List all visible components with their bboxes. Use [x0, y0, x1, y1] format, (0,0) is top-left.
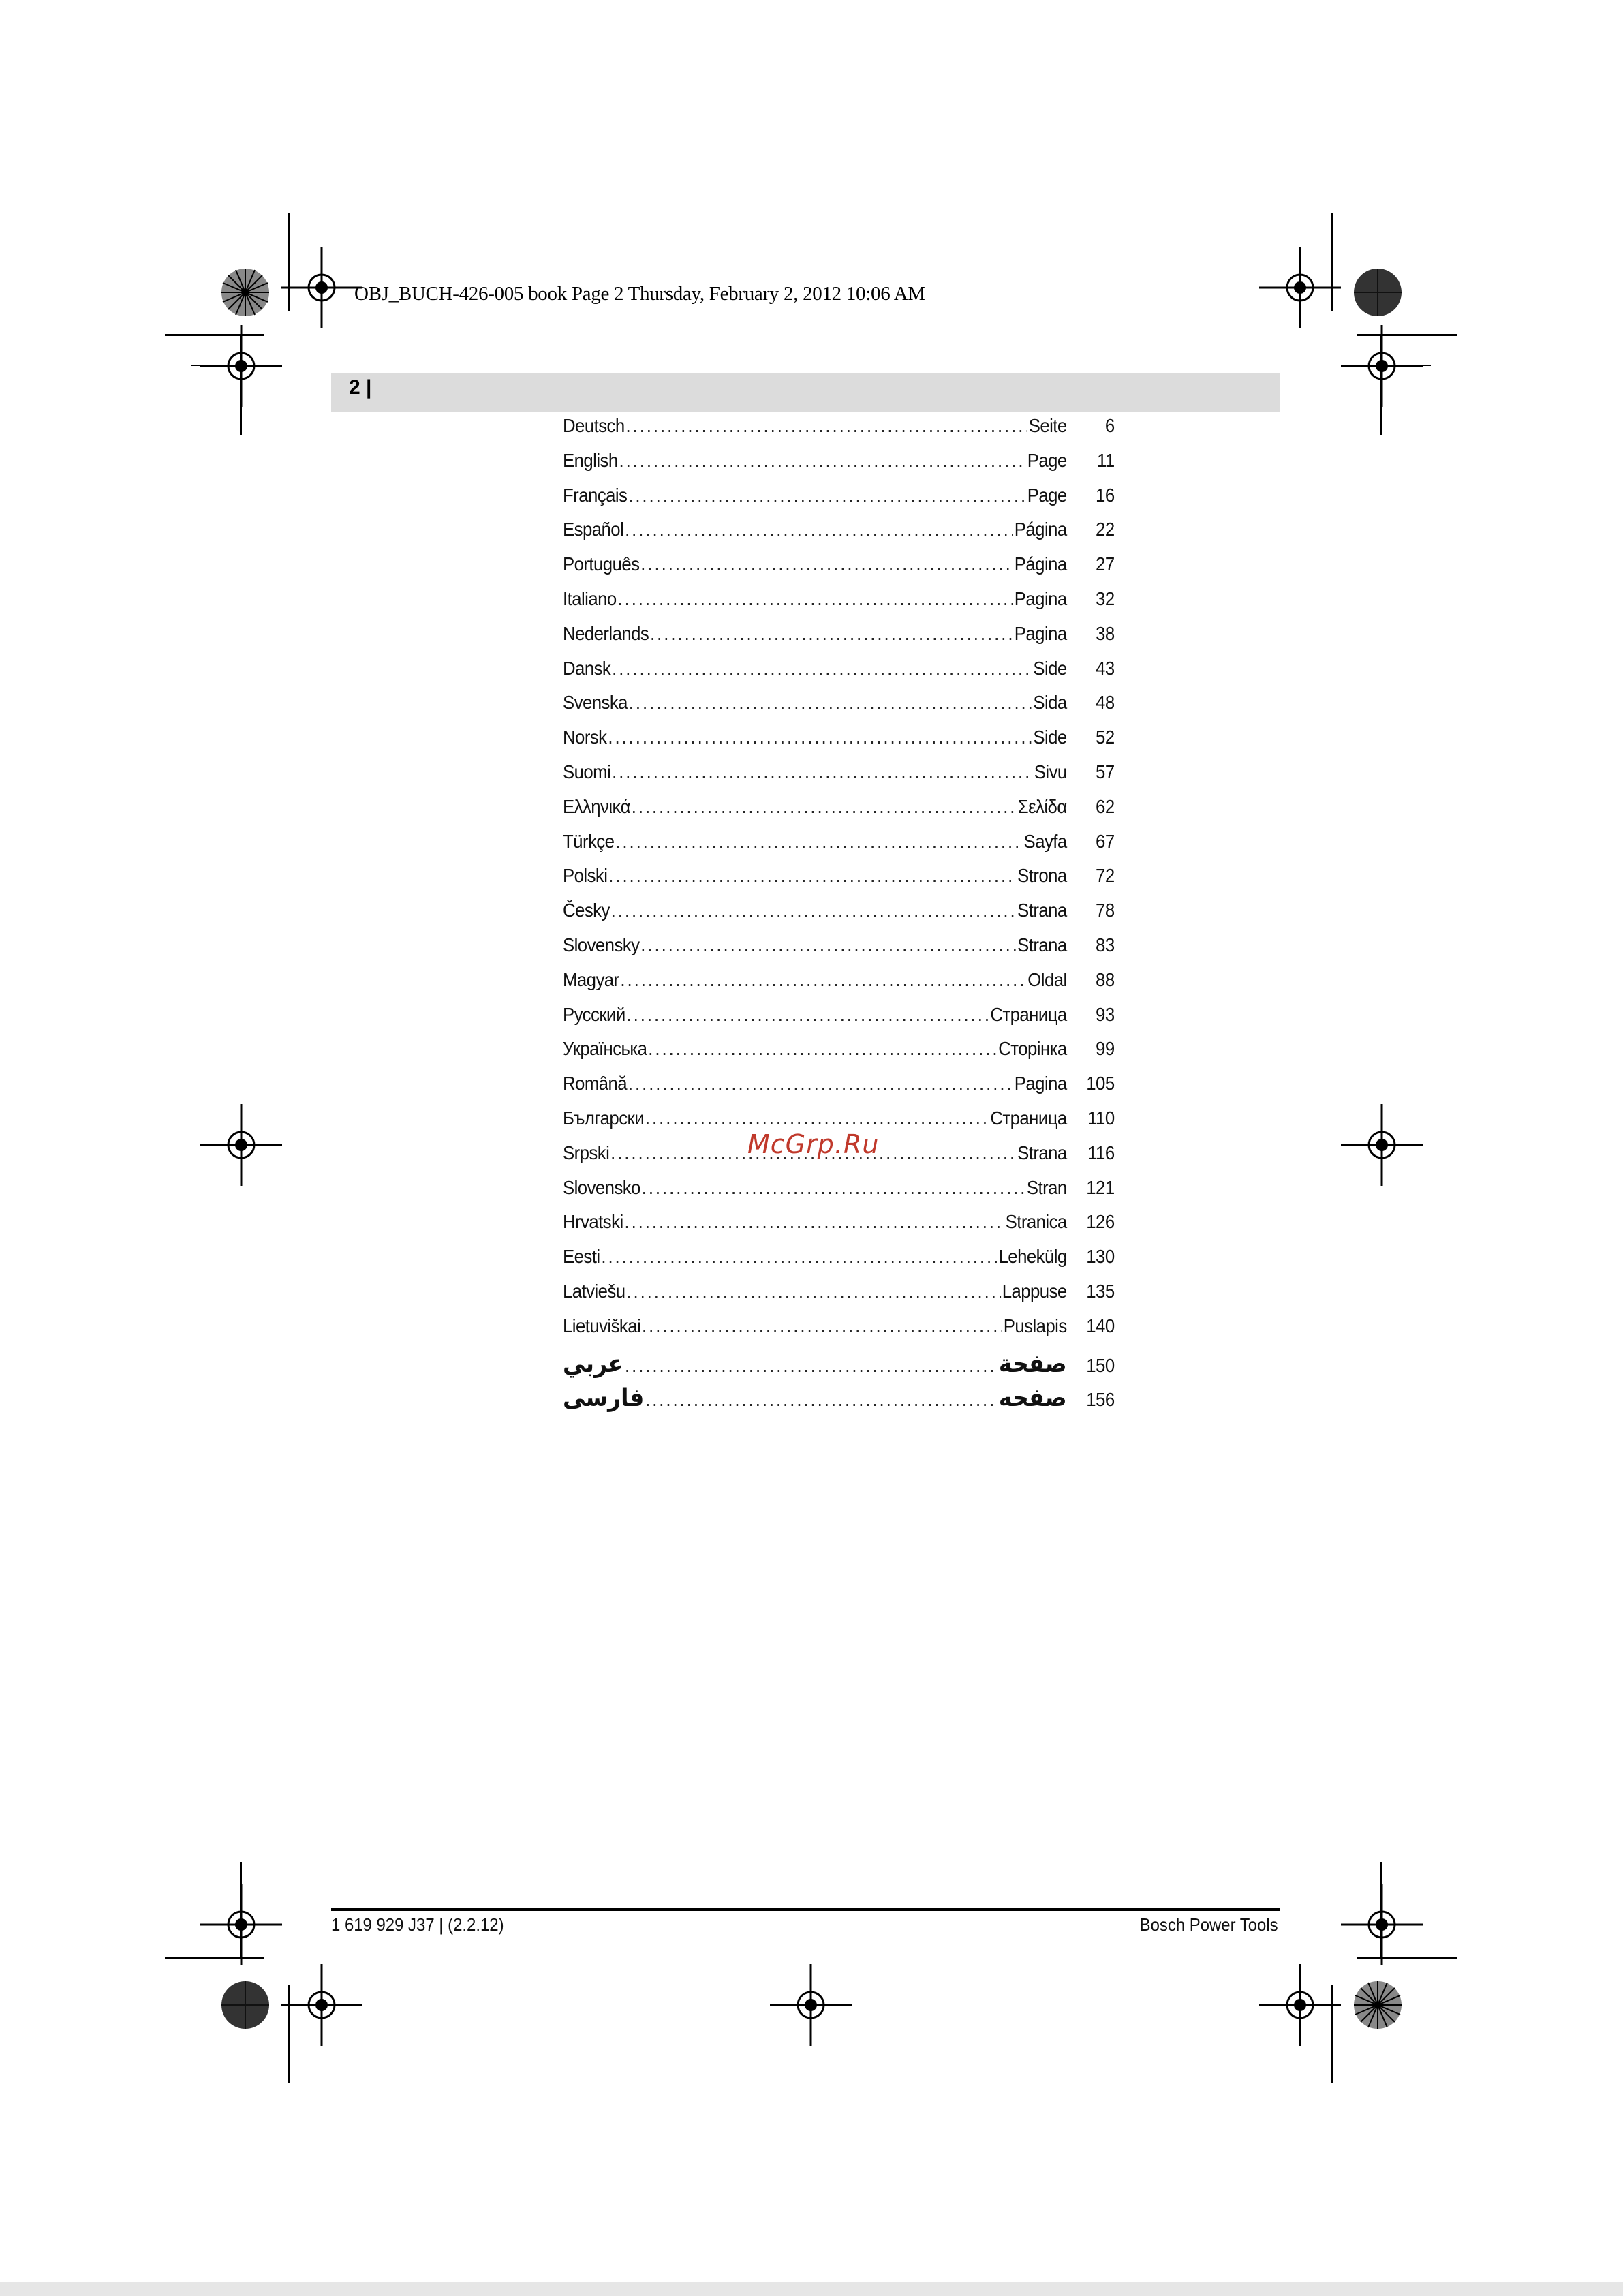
toc-page-word: Side — [1033, 726, 1067, 748]
toc-page-word: Lappuse — [1002, 1280, 1067, 1302]
toc-entry — [563, 1004, 1115, 1039]
toc-language: Srpski — [563, 1142, 610, 1163]
toc-entry — [563, 831, 1115, 866]
toc-language: Lietuviškai — [563, 1315, 641, 1336]
registration-mark-icon — [200, 325, 282, 407]
toc-leader-dots — [625, 1355, 998, 1377]
registration-mark-icon — [200, 1884, 282, 1965]
toc-language: Latviešu — [563, 1280, 625, 1302]
toc-page-word: Oldal — [1027, 968, 1067, 990]
toc-entry — [563, 623, 1115, 658]
table-of-contents — [563, 415, 1115, 1419]
toc-entry — [563, 1246, 1115, 1281]
toc-entry — [563, 692, 1115, 726]
registration-mark-icon — [770, 1964, 852, 2046]
toc-page-number: 83 — [1096, 934, 1115, 955]
toc-language: فارسی — [563, 1384, 645, 1413]
toc-language: Svenska — [563, 692, 628, 714]
toc-entry — [563, 658, 1115, 692]
toc-page-word: Stranica — [1005, 1211, 1067, 1233]
toc-leader-dots — [650, 623, 1013, 645]
registration-mark-icon — [200, 1104, 282, 1186]
toc-page-word: Pagina — [1014, 622, 1067, 644]
toc-language: Español — [563, 519, 624, 540]
toc-language: Česky — [563, 900, 610, 921]
toc-page-word: Sivu — [1034, 761, 1067, 782]
toc-page-word: Strana — [1017, 934, 1067, 955]
toc-entry — [563, 1211, 1115, 1246]
toc-leader-dots — [632, 796, 1017, 818]
toc-entry — [563, 1315, 1115, 1350]
toc-leader-dots — [612, 658, 1032, 679]
toc-page-number: 105 — [1086, 1073, 1115, 1095]
toc-leader-dots — [601, 1246, 997, 1268]
toc-page-word: Side — [1033, 657, 1067, 679]
toc-leader-dots — [619, 450, 1025, 472]
toc-language: Polski — [563, 865, 608, 887]
toc-page-number: 43 — [1096, 657, 1115, 679]
toc-leader-dots — [645, 1389, 998, 1411]
toc-entry — [563, 519, 1115, 553]
toc-page-word: Seite — [1028, 415, 1067, 436]
toc-leader-dots — [615, 831, 1022, 853]
toc-entry — [563, 934, 1115, 969]
toc-page-number: 88 — [1096, 968, 1115, 990]
toc-leader-dots — [645, 1107, 989, 1129]
toc-leader-dots — [640, 553, 1013, 575]
toc-page-number: 135 — [1086, 1280, 1115, 1302]
toc-language: Türkçe — [563, 830, 615, 852]
toc-language: Hrvatski — [563, 1211, 623, 1233]
footer-brand: Bosch Power Tools — [1140, 1914, 1278, 1935]
toc-page-word: صفحة — [998, 1349, 1067, 1378]
toc-page-number: 140 — [1086, 1315, 1115, 1336]
toc-page-number: 116 — [1087, 1142, 1115, 1163]
toc-leader-dots — [628, 1073, 1013, 1095]
toc-page-word: Страница — [990, 1003, 1067, 1025]
toc-entry — [563, 1281, 1115, 1315]
toc-language: English — [563, 449, 618, 471]
toc-page-number: 62 — [1096, 795, 1115, 817]
toc-leader-dots — [625, 415, 1027, 437]
toc-page-number: 93 — [1096, 1003, 1115, 1025]
toc-entry — [563, 796, 1115, 831]
toc-page-word: Страница — [990, 1107, 1067, 1129]
toc-page-number: 150 — [1086, 1354, 1115, 1376]
toc-page-word: Strana — [1017, 1142, 1067, 1163]
toc-page-word: Strona — [1017, 865, 1067, 887]
toc-entry — [563, 1350, 1115, 1385]
toc-page-number: 99 — [1096, 1038, 1115, 1060]
toc-page-number: 126 — [1086, 1211, 1115, 1233]
toc-leader-dots — [625, 519, 1013, 540]
toc-entry — [563, 761, 1115, 796]
toc-language: Slovensko — [563, 1176, 640, 1198]
registration-mark-icon — [281, 1964, 362, 2046]
toc-page-word: Puslapis — [1003, 1315, 1067, 1336]
toc-leader-dots — [642, 1177, 1025, 1199]
toc-page-word: Página — [1014, 519, 1067, 540]
toc-entry — [563, 1038, 1115, 1073]
toc-page-number: 110 — [1087, 1107, 1115, 1129]
registration-mark-icon — [1259, 1964, 1341, 2046]
toc-page-number: 72 — [1096, 865, 1115, 887]
toc-page-number: 32 — [1096, 587, 1115, 609]
toc-page-word: Pagina — [1014, 1073, 1067, 1095]
toc-language: Български — [563, 1107, 645, 1129]
toc-page-word: صفحه — [998, 1384, 1067, 1413]
toc-leader-dots — [611, 900, 1017, 921]
toc-page-word: Sayfa — [1023, 830, 1067, 852]
toc-page-word: Page — [1027, 449, 1067, 471]
toc-language: Français — [563, 484, 628, 506]
footer-rule — [331, 1908, 1280, 1911]
page-header-band — [331, 373, 1280, 412]
toc-entry — [563, 726, 1115, 761]
toc-entry — [563, 969, 1115, 1004]
toc-page-word: Sida — [1033, 692, 1067, 714]
toc-entry — [563, 865, 1115, 900]
toc-leader-dots — [642, 1315, 1002, 1337]
toc-entry — [563, 1177, 1115, 1212]
toc-language: Ελληνικά — [563, 795, 630, 817]
toc-language: Русский — [563, 1003, 625, 1025]
toc-leader-dots — [608, 865, 1016, 887]
toc-entry — [563, 553, 1115, 588]
toc-language: Italiano — [563, 587, 617, 609]
toc-page-number: 130 — [1086, 1246, 1115, 1268]
page-number: 2 | — [349, 376, 372, 399]
toc-leader-dots — [628, 485, 1026, 506]
toc-page-number: 48 — [1096, 692, 1115, 714]
toc-language: Norsk — [563, 726, 607, 748]
toc-leader-dots — [624, 1211, 1004, 1233]
toc-leader-dots — [618, 588, 1013, 610]
toc-language: Українська — [563, 1038, 647, 1060]
toc-language: Português — [563, 553, 640, 575]
toc-page-word: Pagina — [1014, 587, 1067, 609]
toc-page-word: Lehekülg — [998, 1246, 1067, 1268]
toc-page-word: Strana — [1017, 900, 1067, 921]
registration-mark-icon — [1341, 1104, 1423, 1186]
toc-leader-dots — [648, 1038, 997, 1060]
toc-page-number: 38 — [1096, 622, 1115, 644]
toc-page-number: 16 — [1096, 484, 1115, 506]
registration-mark-icon — [281, 247, 362, 328]
toc-leader-dots — [608, 726, 1032, 748]
toc-page-number: 11 — [1096, 449, 1115, 471]
toc-page-number: 78 — [1096, 900, 1115, 921]
toc-language: Suomi — [563, 761, 611, 782]
toc-language: Deutsch — [563, 415, 625, 436]
toc-page-word: Σελίδα — [1017, 795, 1067, 817]
starburst-mark-icon — [221, 268, 270, 317]
toc-entry — [563, 588, 1115, 623]
toc-language: Slovensky — [563, 934, 640, 955]
toc-entry — [563, 450, 1115, 485]
toc-page-number: 27 — [1096, 553, 1115, 575]
solid-mark-icon — [221, 1980, 270, 2030]
print-slug: OBJ_BUCH-426-005 book Page 2 Thursday, February 2, 2012 10:06 AM — [354, 283, 925, 305]
toc-page-word: Página — [1014, 553, 1067, 575]
toc-page-number: 6 — [1104, 415, 1115, 436]
registration-mark-icon — [1341, 325, 1423, 407]
registration-mark-icon — [1341, 1884, 1423, 1965]
toc-entry — [563, 485, 1115, 519]
toc-page-number: 22 — [1096, 519, 1115, 540]
toc-language: Eesti — [563, 1246, 600, 1268]
footer-document-number: 1 619 929 J37 | (2.2.12) — [331, 1914, 504, 1935]
toc-page-word: Page — [1027, 484, 1067, 506]
toc-language: Magyar — [563, 968, 619, 990]
registration-mark-icon — [1259, 247, 1341, 328]
solid-mark-icon — [1353, 268, 1402, 317]
toc-leader-dots — [620, 969, 1026, 991]
toc-leader-dots — [626, 1281, 1000, 1302]
toc-language: Dansk — [563, 657, 611, 679]
toc-page-number: 57 — [1096, 761, 1115, 782]
toc-leader-dots — [612, 761, 1033, 783]
toc-language: Română — [563, 1073, 628, 1095]
toc-page-number: 156 — [1086, 1389, 1115, 1411]
toc-page-word: Сторінка — [998, 1038, 1067, 1060]
starburst-mark-icon — [1353, 1980, 1402, 2030]
watermark: McGrp.Ru — [747, 1129, 880, 1159]
toc-leader-dots — [640, 934, 1016, 956]
toc-page-number: 67 — [1096, 830, 1115, 852]
toc-entry — [563, 900, 1115, 934]
toc-page-word: Stran — [1026, 1176, 1067, 1198]
toc-leader-dots — [627, 1004, 989, 1026]
toc-language: عربي — [563, 1349, 624, 1378]
toc-entry — [563, 415, 1115, 450]
bottom-strip — [0, 2282, 1623, 2296]
toc-leader-dots — [629, 692, 1032, 714]
toc-page-number: 52 — [1096, 726, 1115, 748]
toc-language: Nederlands — [563, 622, 649, 644]
toc-entry — [563, 1384, 1115, 1419]
toc-page-number: 121 — [1086, 1176, 1115, 1198]
toc-entry — [563, 1073, 1115, 1107]
